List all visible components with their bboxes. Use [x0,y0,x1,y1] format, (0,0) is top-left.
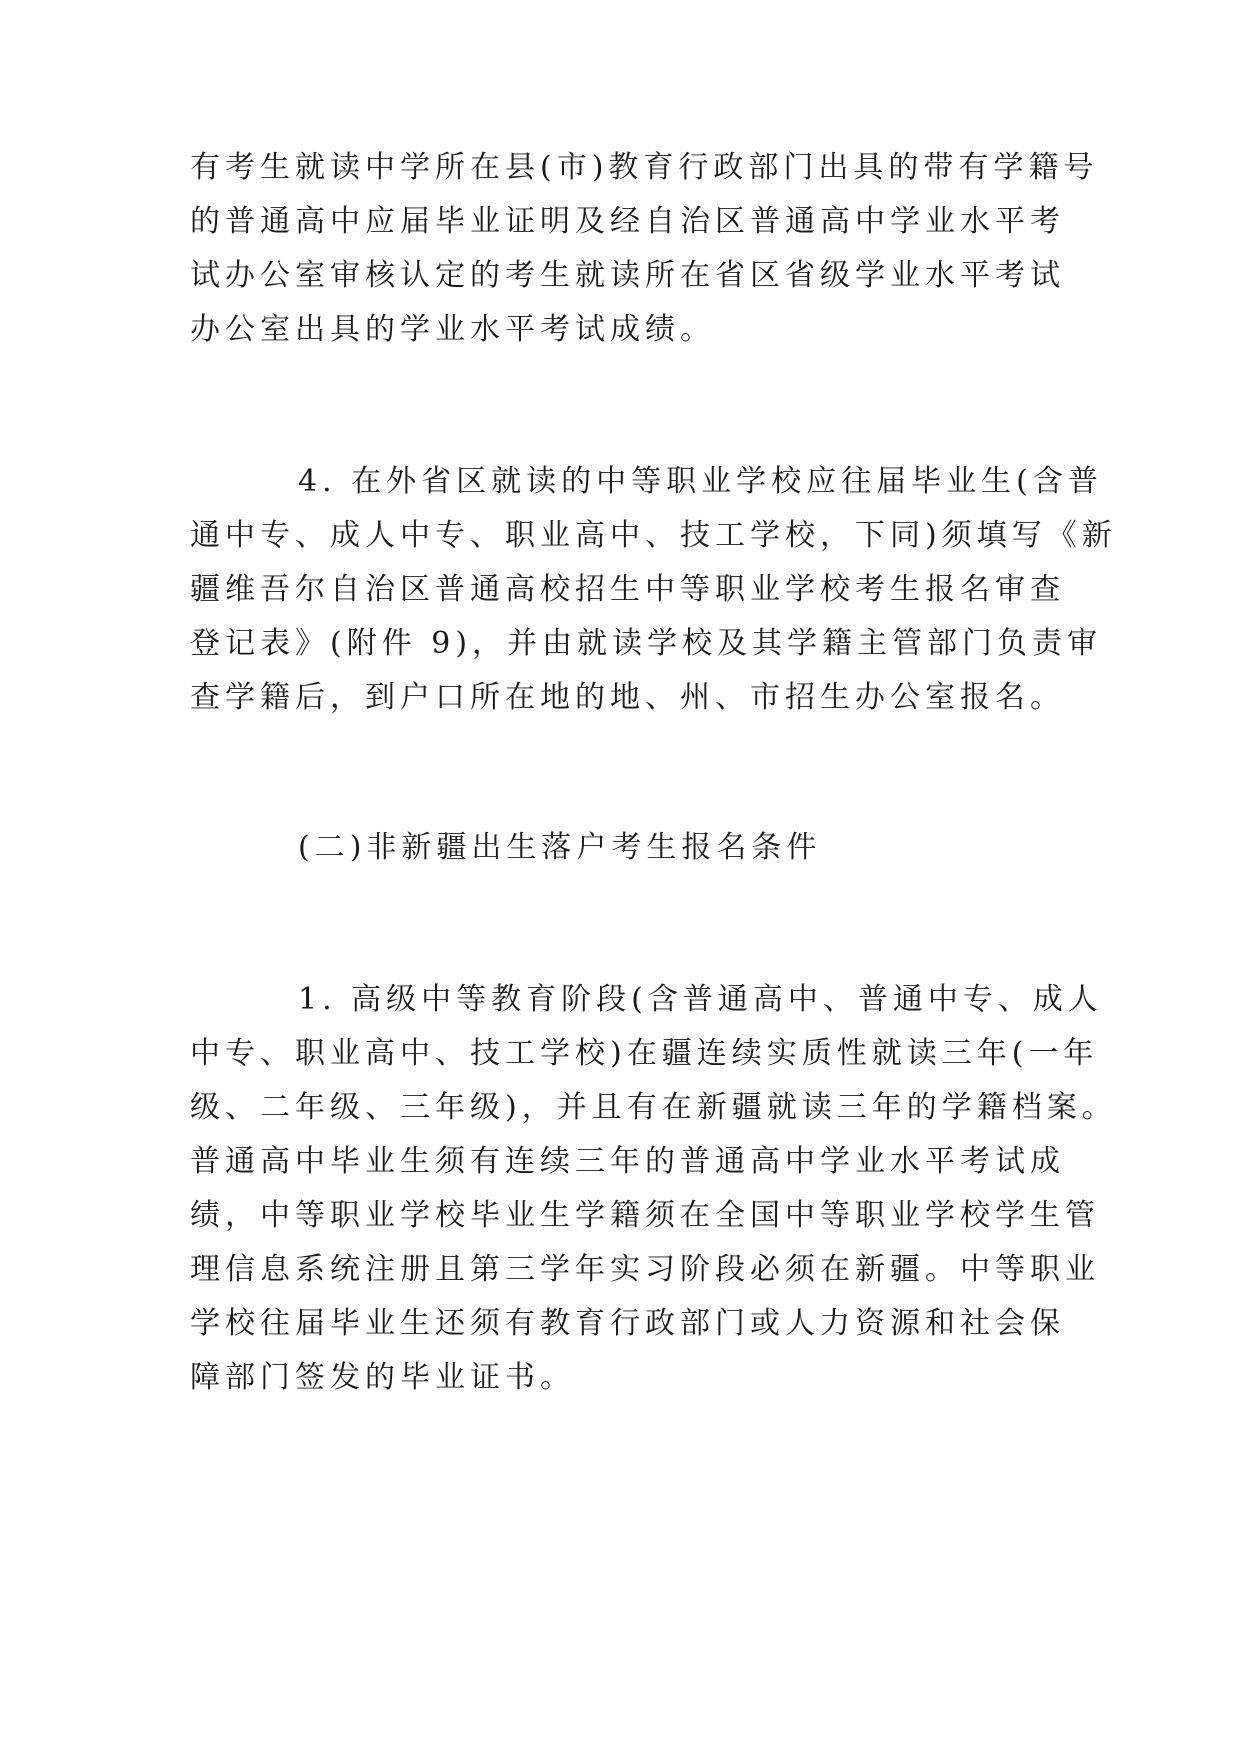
paragraph-line: 4. 在外省区就读的中等职业学校应往届毕业生(含普 [298,464,1103,499]
paragraph-line: 学校往届毕业生还须有教育行政部门或人力资源和社会保 [190,1306,1065,1341]
paragraph-line: 绩，中等职业学校毕业生学籍须在全国中等职业学校学生管 [190,1198,1100,1233]
paragraph-line: 有考生就读中学所在县(市)教育行政部门出具的带有学籍号 [190,150,1099,185]
paragraph-line: 登记表》(附件 9)，并由就读学校及其学籍主管部门负责审 [190,626,1103,661]
paragraph-line: 1. 高级中等教育阶段(含普通高中、普通中专、成人 [298,982,1103,1017]
paragraph-line: 办公室出具的学业水平考试成绩。 [190,312,715,347]
paragraph-line: 中专、职业高中、技工学校)在疆连续实质性就读三年(一年 [190,1036,1099,1071]
paragraph-line: 疆维吾尔自治区普通高校招生中等职业学校考生报名审查 [190,572,1065,607]
paragraph-line: 通中专、成人中专、职业高中、技工学校，下同)须填写《新 [190,518,1117,553]
paragraph-line: 普通高中毕业生须有连续三年的普通高中学业水平考试成 [190,1144,1065,1179]
section-heading: (二)非新疆出生落户考生报名条件 [298,830,822,865]
paragraph-line: 的普通高中应届毕业证明及经自治区普通高中学业水平考 [190,204,1065,239]
paragraph-line: 试办公室审核认定的考生就读所在省区省级学业水平考试 [190,258,1065,293]
paragraph-line: 查学籍后，到户口所在地的地、州、市招生办公室报名。 [190,680,1065,715]
paragraph-line: 理信息系统注册且第三学年实习阶段必须在新疆。中等职业 [190,1252,1100,1287]
paragraph-line: 障部门签发的毕业证书。 [190,1360,575,1395]
paragraph-line: 级、二年级、三年级)，并且有在新疆就读三年的学籍档案。 [190,1090,1117,1125]
